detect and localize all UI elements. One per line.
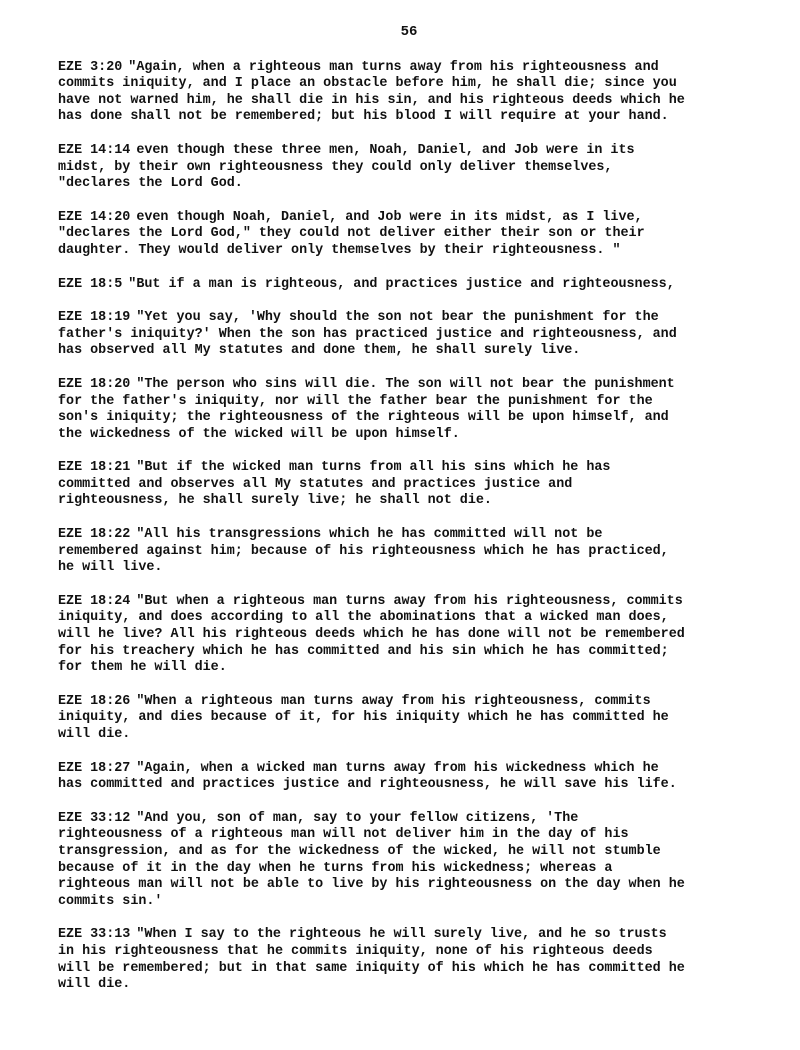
verse-line: committed and observes all My statutes and practices justice and — [58, 476, 573, 492]
verse-line: will be remembered; but in that same iniquity of his which he has committed he — [58, 960, 685, 976]
verse-text: "But if a man is righteous, and practices justice and righteousness, — [128, 276, 675, 292]
verse-line: "declares the Lord God. — [58, 176, 243, 192]
verse-entry — [58, 927, 760, 993]
verse-line: righteous man will not be able to live by his righteousness on the day when he — [58, 877, 685, 893]
verse-entry — [58, 60, 760, 126]
verse-reference: EZE 3:20 — [58, 59, 123, 75]
verse-line: "declares the Lord God," they could not deliver either their son or their — [58, 226, 645, 242]
verse-text: "When I say to the righteous he will surely live, and he so trusts — [136, 927, 667, 943]
verse-line: transgression, and as for the wickedness of the wicked, he will not stumble — [58, 843, 661, 859]
verse-line — [58, 761, 760, 778]
verse-reference: EZE 18:20 — [58, 376, 131, 392]
verse-reference: EZE 33:13 — [58, 927, 131, 943]
verse-line: righteousness of a righteous man will not deliver him in the day of his — [58, 827, 629, 843]
verse-line — [58, 811, 760, 828]
verse-text: "Yet you say, 'Why should the son not bear the punishment for the — [136, 310, 659, 326]
verse-line: daughter. They would deliver only themselves by their righteousness. " — [58, 242, 621, 258]
verse-line — [58, 927, 760, 944]
verse-line — [58, 460, 760, 477]
verse-line — [58, 210, 760, 227]
verse-line — [58, 377, 760, 394]
verse-line: father's iniquity?' When the son has practiced justice and righteousness, and — [58, 326, 677, 342]
verse-line: because of it in the day when he turns from his wickedness; whereas a — [58, 860, 613, 876]
verse-entry — [58, 277, 760, 294]
verse-line: has observed all My statutes and done them, he shall surely live. — [58, 343, 581, 359]
verse-line — [58, 310, 760, 327]
verse-text: "All his transgressions which he has committed will not be — [136, 527, 603, 543]
verse-text: "Again, when a wicked man turns away from his wickedness which he — [136, 760, 659, 776]
verse-line: commits sin.' — [58, 893, 163, 909]
verse-reference: EZE 33:12 — [58, 810, 131, 826]
verse-line: commits iniquity, and I place an obstacle before him, he shall die; since you — [58, 76, 677, 92]
verse-entry — [58, 694, 760, 744]
verse-line: he will live. — [58, 560, 163, 576]
verse-reference: EZE 18:27 — [58, 760, 131, 776]
verse-entry — [58, 811, 760, 911]
verse-entry — [58, 377, 760, 443]
verse-line: will die. — [58, 977, 131, 993]
verse-entry — [58, 310, 760, 360]
page-number: 56 — [400, 24, 418, 40]
verse-entry — [58, 210, 760, 260]
verse-line: righteousness, he shall surely live; he shall not die. — [58, 493, 492, 509]
verse-entry — [58, 143, 760, 193]
verse-line — [58, 277, 760, 294]
verse-line: has done shall not be remembered; but his blood I will require at your hand. — [58, 109, 669, 125]
verse-reference: EZE 18:22 — [58, 527, 131, 543]
verse-line: iniquity, and does according to all the abominations that a wicked man does, — [58, 610, 669, 626]
verse-line: iniquity, and dies because of it, for his iniquity which he has committed he — [58, 710, 669, 726]
verse-line: in his righteousness that he commits iniquity, none of his righteous deeds — [58, 943, 653, 959]
verse-reference: EZE 18:24 — [58, 593, 131, 609]
verse-reference: EZE 18:26 — [58, 693, 131, 709]
verse-reference: EZE 14:14 — [58, 142, 131, 158]
verse-text: "But when a righteous man turns away from his righteousness, commits — [136, 593, 683, 609]
verse-text: even though these three men, Noah, Daniel, and Job were in its — [136, 142, 635, 158]
verse-line — [58, 694, 760, 711]
verse-line: for his treachery which he has committed and his sin which he has committed; — [58, 643, 669, 659]
verse-line: for the father's iniquity, nor will the father bear the punishment for the — [58, 393, 653, 409]
verse-line: has committed and practices justice and righteousness, he will save his life. — [58, 777, 677, 793]
verse-line — [58, 60, 760, 77]
verse-text: "But if the wicked man turns from all his sins which he has — [136, 460, 611, 476]
verse-list — [58, 60, 760, 994]
verse-text: "When a righteous man turns away from his righteousness, commits — [136, 693, 651, 709]
verse-line: have not warned him, he shall die in his sin, and his righteous deeds which he — [58, 92, 685, 108]
verse-line: son's iniquity; the righteousness of the righteous will be upon himself, and — [58, 410, 669, 426]
verse-reference: EZE 14:20 — [58, 209, 131, 225]
verse-text: even though Noah, Daniel, and Job were in its midst, as I live, — [136, 209, 643, 225]
verse-text: "The person who sins will die. The son will not bear the punishment — [136, 376, 675, 392]
verse-line — [58, 594, 760, 611]
verse-entry — [58, 594, 760, 677]
verse-text: "Again, when a righteous man turns away from his righteousness and — [128, 59, 659, 75]
verse-line: midst, by their own righteousness they could only deliver themselves, — [58, 159, 613, 175]
verse-line: for them he will die. — [58, 660, 227, 676]
verse-line: will die. — [58, 727, 131, 742]
verse-reference: EZE 18:21 — [58, 460, 131, 476]
verse-line: will he live? All his righteous deeds which he has done will not be remembered — [58, 627, 685, 643]
verse-line — [58, 143, 760, 160]
verse-reference: EZE 18:5 — [58, 276, 123, 292]
verse-entry — [58, 761, 760, 794]
verse-reference: EZE 18:19 — [58, 310, 131, 326]
verse-entry — [58, 527, 760, 577]
verse-entry — [58, 460, 760, 510]
verse-line — [58, 527, 760, 544]
verse-text: "And you, son of man, say to your fellow citizens, 'The — [136, 810, 579, 826]
verse-line: the wickedness of the wicked will be upon himself. — [58, 426, 460, 442]
verse-line: remembered against him; because of his righteousness which he has practiced, — [58, 543, 669, 559]
